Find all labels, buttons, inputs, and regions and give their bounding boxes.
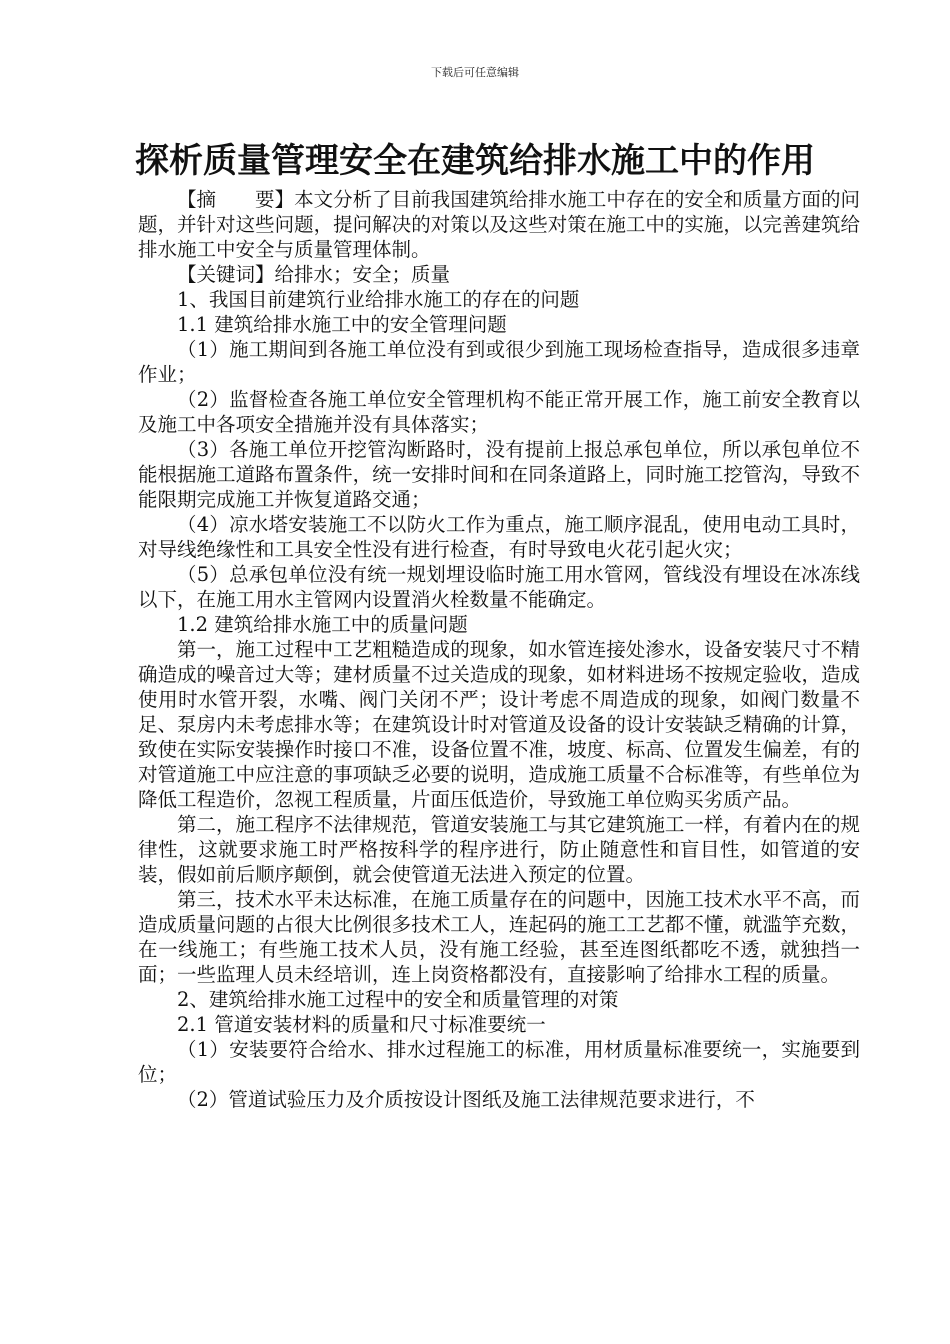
keywords-paragraph: 【关键词】给排水；安全；质量 (177, 263, 451, 286)
section-heading-2: 2、建筑给排水施工过程中的安全和质量管理的对策 (177, 988, 619, 1011)
section-heading-1: 1、我国目前建筑行业给排水施工的存在的问题 (177, 288, 580, 311)
subsection-heading-2-1: 2.1 管道安装材料的质量和尺寸标准要统一 (177, 1013, 546, 1036)
safety-item-2: （2）监督检查各施工单位安全管理机构不能正常开展工作，施工前安全教育以及施工中各项安全措施并没有具体落实； (138, 388, 860, 436)
safety-item-4: （4）凉水塔安装施工不以防火工作为重点，施工顺序混乱，使用电动工具时，对导线绝缘性和工具安全性没有进行检查，有时导致电火花引起火灾； (138, 513, 860, 561)
safety-item-5: （5）总承包单位没有统一规划埋设临时施工用水管网，管线没有埋设在冰冻线以下，在施工用水主管网内设置消火栓数量不能确定。 (138, 563, 860, 611)
measure-item-1: （1）安装要符合给水、排水过程施工的标准，用材质量标准要统一，实施要到位； (138, 1038, 860, 1086)
abstract-paragraph: 【摘 要】本文分析了目前我国建筑给排水施工中存在的安全和质量方面的问题，并针对这些问题，提问解决的对策以及这些对策在施工中的实施，以完善建筑给排水施工中安全与质量管理体制。 (138, 188, 860, 261)
document-title: 探析质量管理安全在建筑给排水施工中的作用 (135, 141, 815, 181)
safety-item-1: （1）施工期间到各施工单位没有到或很少到施工现场检查指导，造成很多违章作业； (138, 338, 860, 386)
subsection-heading-1-2: 1.2 建筑给排水施工中的质量问题 (177, 613, 468, 636)
quality-paragraph-2: 第二，施工程序不法律规范，管道安装施工与其它建筑施工一样，有着内在的规律性，这就要求施工时严格按科学的程序进行，防止随意性和盲目性，如管道的安装，假如前后顺序颠倒，就会使管道无法进入预定的位置。 (138, 813, 860, 886)
quality-paragraph-1: 第一，施工过程中工艺粗糙造成的现象，如水管连接处渗水，设备安装尺寸不精确造成的噪音过大等；建材质量不过关造成的现象，如材料进场不按规定验收，造成使用时水管开裂，水嘴、阀门关闭不严；设计考虑不周造成的现象，如阀门数量不足、泵房内未考虑排水等；在建筑设计时对管道及设备的设计安装缺乏精确的计算，致使在实际安装操作时接口不准，设备位置不准，坡度、标高、位置发生偏差，有的对管道施工中应注意的事项缺乏必要的说明，造成施工质量不合标准等，有些单位为降低工程造价，忽视工程质量，片面压低造价，导致施工单位购买劣质产品。 (138, 638, 860, 811)
quality-paragraph-3: 第三，技术水平未达标准，在施工质量存在的问题中，因施工技术水平不高，而造成质量问题的占很大比例很多技术工人，连起码的施工工艺都不懂，就滥竽充数，在一线施工；有些施工技术人员，没有施工经验，甚至连图纸都吃不透，就独挡一面；一些监理人员未经培训，连上岗资格都没有，直接影响了给排水工程的质量。 (138, 888, 860, 986)
measure-item-2: （2）管道试验压力及介质按设计图纸及施工法律规范要求进行，不 (177, 1088, 755, 1111)
header-note: 下载后可任意编辑 (431, 66, 519, 79)
subsection-heading-1-1: 1.1 建筑给排水施工中的安全管理问题 (177, 313, 507, 336)
document-body (138, 187, 860, 1112)
safety-item-3: （3）各施工单位开挖管沟断路时，没有提前上报总承包单位，所以承包单位不能根据施工道路布置条件，统一安排时间和在同条道路上，同时施工挖管沟，导致不能限期完成施工并恢复道路交通； (138, 438, 860, 511)
